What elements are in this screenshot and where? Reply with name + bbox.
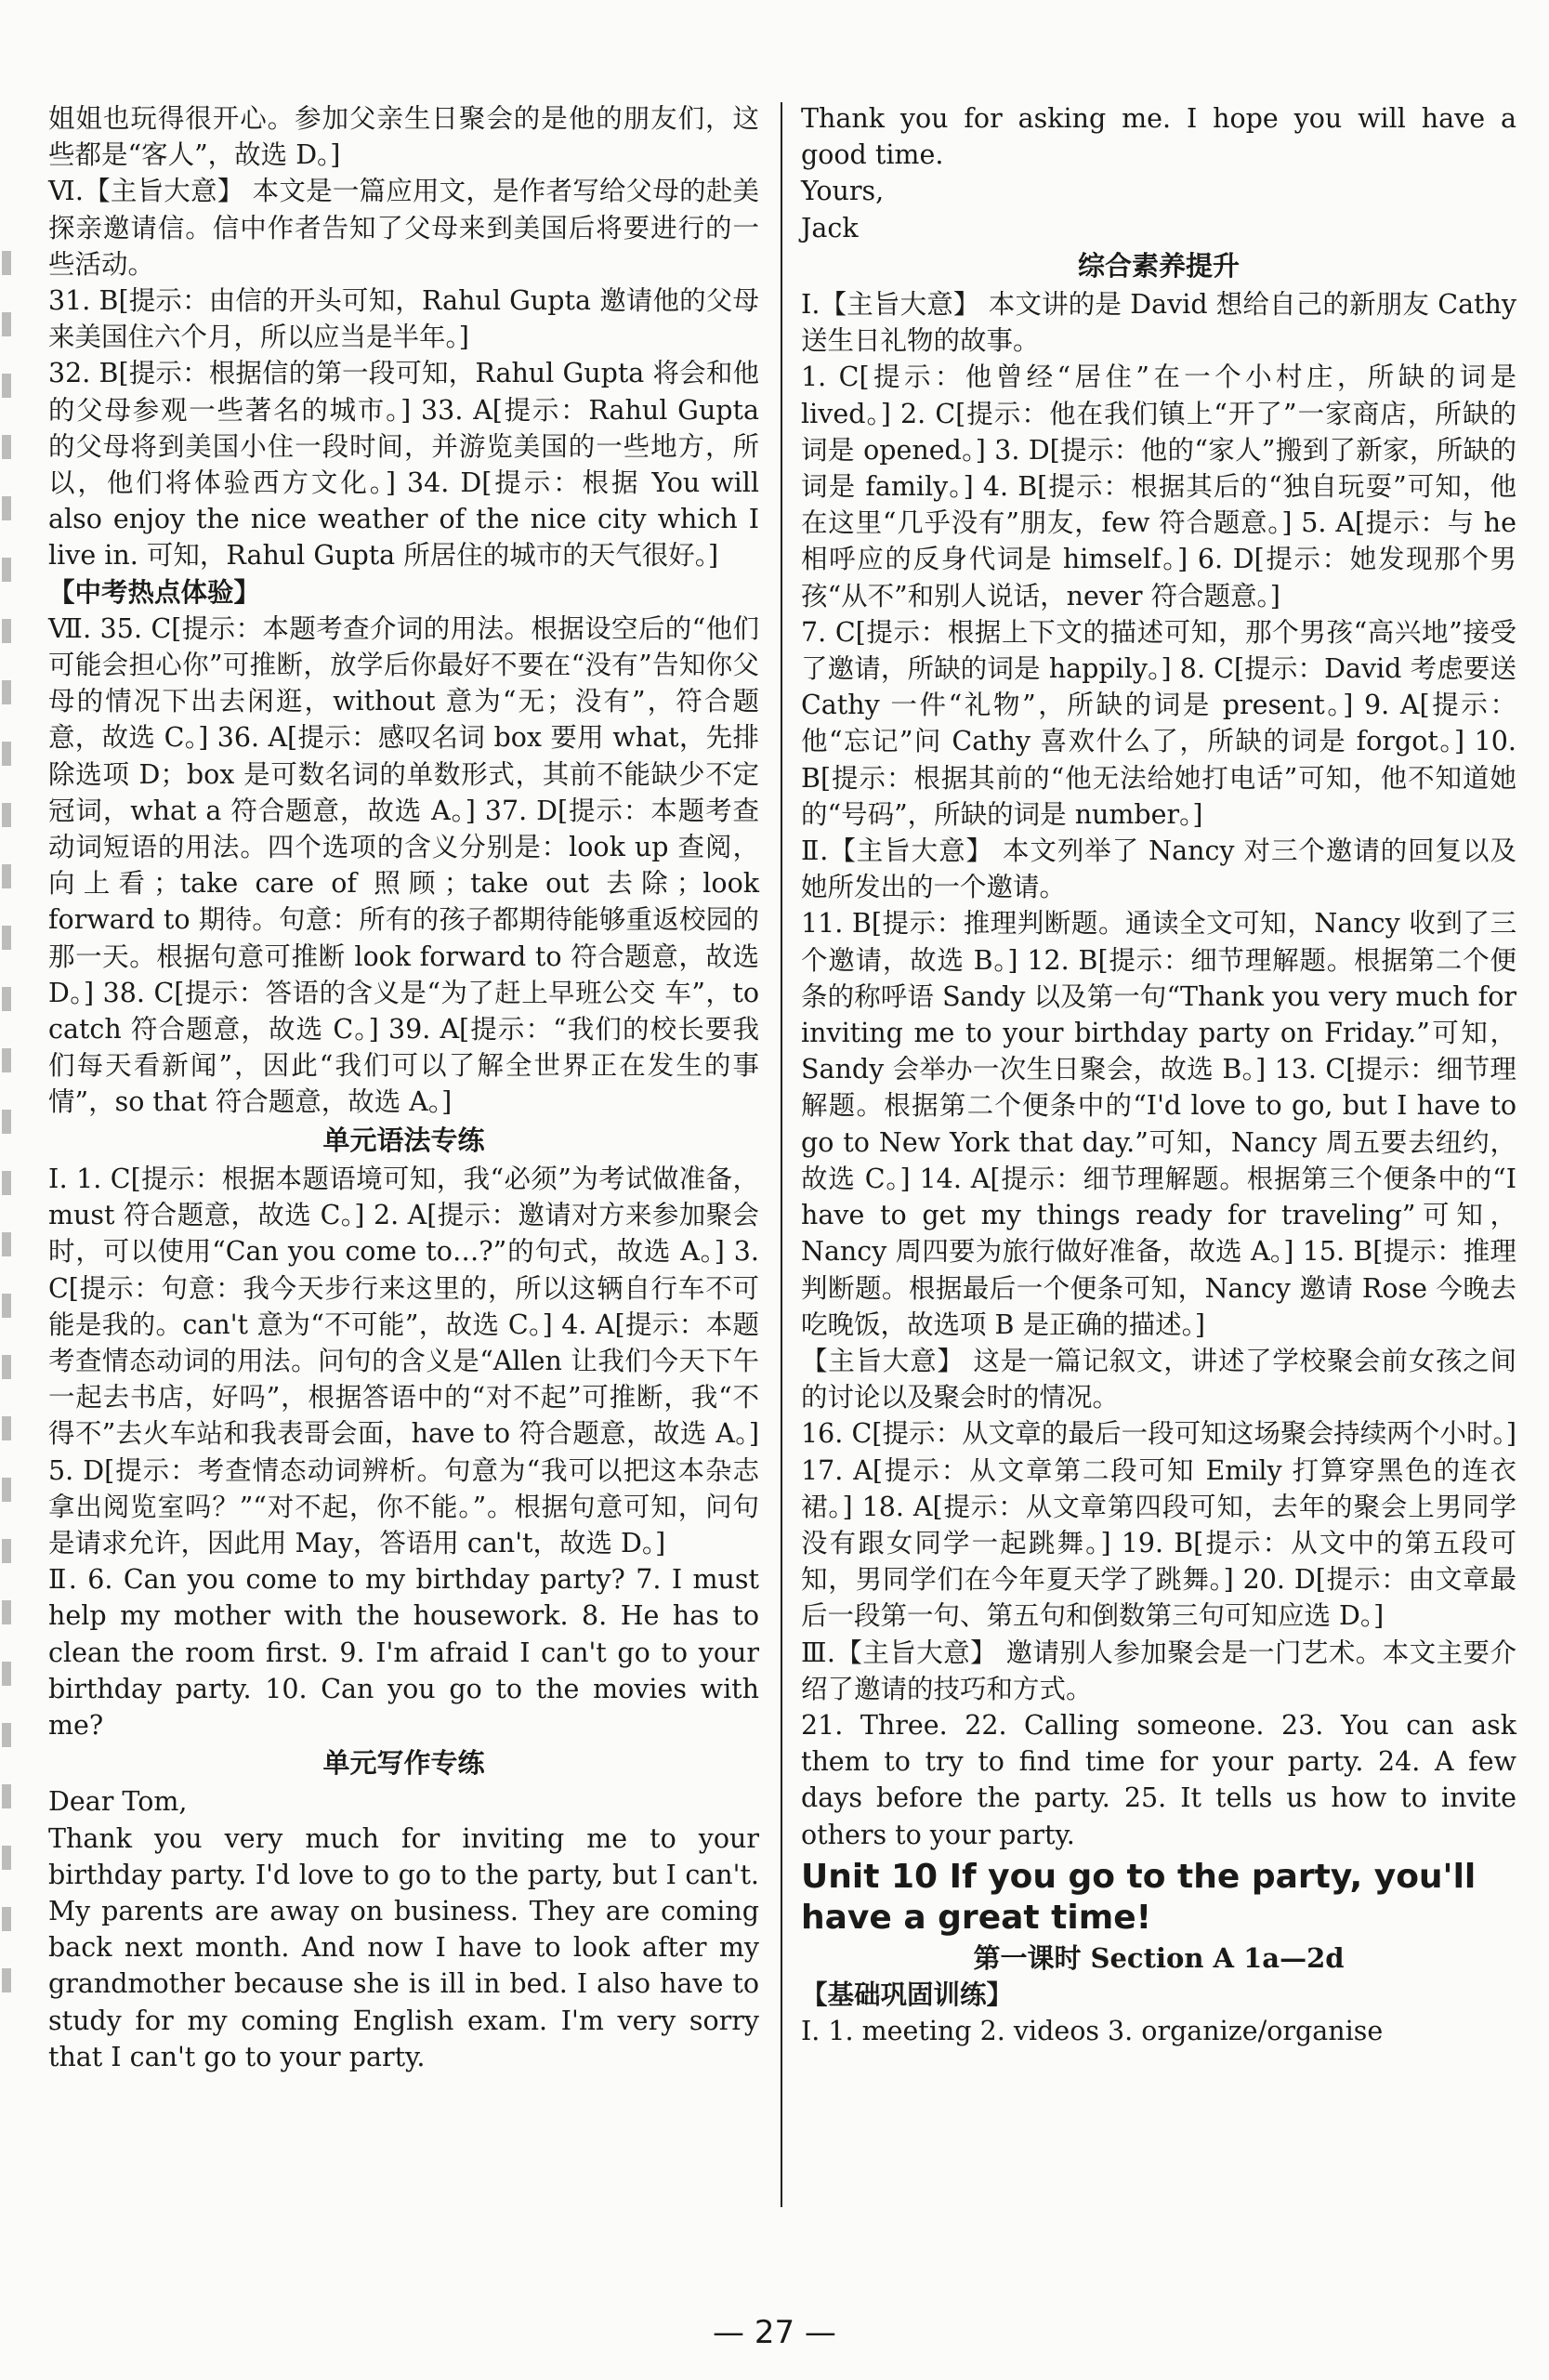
letter-closing: Yours, bbox=[801, 176, 885, 207]
text-block: 16. C[提示：从文章的最后一段可知这场聚会持续两个小时。] 17. A[提示：从文章第二段可知 Emily 打算穿黑色的连衣裙。] 18. A[提示：从文章第四段可知，去年的聚会上男同学没有跟女同学一起跳舞。] 19. B[提示：从文中的第五段可知，男同学们在今年夏天学了跳舞。] 20. D[提示：由文章最后一段第一句、第五句和倒数第三句可知应选 D。] bbox=[801, 1418, 1516, 1632]
letter-signature: Jack bbox=[801, 212, 859, 243]
text-block: 7. C[提示：根据上下文的描述可知，那个男孩“高兴地”接受了邀请，所缺的词是 happily。] 8. C[提示：David 考虑要送 Cathy 一件“礼物”，所缺的词是 present。] 9. A[提示：他“忘记”问 Cathy 喜欢什么了，所缺的词是 forgot。] 10. B[提示：根据其前的“他无法给她打电话”可知，他不知道她的“号码”，所缺的词是 number。] bbox=[801, 616, 1516, 830]
page-number: — 27 — bbox=[713, 2314, 836, 2351]
section-heading: 【中考热点体验】 bbox=[48, 576, 261, 608]
section-title: 单元语法专练 bbox=[322, 1124, 485, 1156]
text-block: Ⅱ. 6. Can you come to my birthday party? 7. I must help my mother with the housework. 8. He has to clean the room first. 9. I'm afraid I can't go to your birthday party. 10. Can you go to the movies with me? bbox=[48, 1564, 759, 1741]
text-block: Ⅰ. 1. meeting 2. videos 3. organize/organise bbox=[801, 2016, 1384, 2047]
text-block: Ⅶ. 35. C[提示：本题考查介词的用法。根据设空后的“他们可能会担心你”可推断，放学后你最好不要在“没有”告知你父母的情况下出去闲逛，without 意为“无；没有”，符合题意，故选 C。] 36. A[提示：感叹名词 box 要用 what，先排除选项 D；box 是可数名词的单数形式，其前不能缺少不定冠词，what a 符合题意，故选 A。] 37. D[提示：本题考查动词短语的用法。四个选项的含义分别是：look up 查阅，向上看；take care of 照顾；take out 去除；look forward to 期待。句意：所有的孩子都期待能够重返校园的那一天。根据句意可推断 look forward to 符合题意，故选 D。] 38. C[提示：答语的含义是“为了赶上早班公交 车”，to catch 符合题意，故选 C。] 39. A[提示：“我们的校长要我们每天看新闻”，因此“我们可以了解全世界正在发生的事情”，so that 符合题意，故选 A。] bbox=[48, 612, 759, 1118]
letter-body: Thank you very much for inviting me to your birthday party. I'd love to go to the party, but I can't. My parents are away on business. They are coming back next month. And now I have to look after my grandmother because she is ill in bed. I also have to study for my coming English exam. I'm very sorry that I can't go to your party. bbox=[48, 1822, 759, 2072]
page-edge-marks bbox=[0, 214, 17, 2165]
left-column bbox=[48, 100, 759, 2075]
text-block: 姐姐也玩得很开心。参加父亲生日聚会的是他的朋友们，这些都是“客人”，故选 D。] bbox=[48, 103, 759, 171]
unit-title: Unit 10 If you go to the party, you'll have a great time! bbox=[801, 1857, 1477, 1937]
section-heading: 【基础巩固训练】 bbox=[801, 1979, 1014, 2010]
lesson-title: 第一课时 Section A 1a—2d bbox=[973, 1941, 1345, 1974]
letter-greeting: Dear Tom, bbox=[48, 1786, 188, 1818]
text-block: 1. C[提示：他曾经“居住”在一个小村庄，所缺的词是 lived。] 2. C[提示：他在我们镇上“开了”一家商店，所缺的词是 opened。] 3. D[提示：他的“家人”搬到了新家，所缺的词是 family。] 4. B[提示：根据其后的“独自玩耍”可知，他在这里“几乎没有”朋友，few 符合题意。] 5. A[提示：与 he 相呼应的反身代词是 himself。] 6. D[提示：她发现那个男孩“从不”和别人说话，never 符合题意。] bbox=[801, 362, 1516, 611]
section-title: 单元写作专练 bbox=[322, 1747, 485, 1780]
column-divider bbox=[781, 102, 782, 2207]
text-block: Ⅲ.【主旨大意】 邀请别人参加聚会是一门艺术。本文主要介绍了邀请的技巧和方式。 bbox=[801, 1637, 1516, 1704]
text-block: 21. Three. 22. Calling someone. 23. You can ask them to try to find time for your party. 24. A few days before the party. 25. It tells us how to invite others to your party. bbox=[801, 1709, 1516, 1850]
section-title: 综合素养提升 bbox=[1077, 249, 1240, 282]
text-block: Ⅰ.【主旨大意】 本文讲的是 David 想给自己的新朋友 Cathy 送生日礼物的故事。 bbox=[801, 289, 1516, 357]
text-block: Ⅱ.【主旨大意】 本文列举了 Nancy 对三个邀请的回复以及她所发出的一个邀请。 bbox=[801, 835, 1516, 903]
text-block: 【主旨大意】 这是一篇记叙文，讲述了学校聚会前女孩之间的讨论以及聚会时的情况。 bbox=[801, 1345, 1516, 1414]
text-block: Ⅵ.【主旨大意】 本文是一篇应用文，是作者写给父母的赴美探亲邀请信。信中作者告知了父母来到美国后将要进行的一些活动。 bbox=[48, 176, 759, 280]
letter-body: Thank you for asking me. I hope you will have a good time. bbox=[801, 103, 1516, 171]
text-block: 32. B[提示：根据信的第一段可知，Rahul Gupta 将会和他的父母参观一些著名的城市。] 33. A[提示：Rahul Gupta 的父母将到美国小住一段时间，并游览美国的一些地方，所以，他们将体验西方文化。] 34. D[提示：根据 You will also enjoy the nice weather of the nice city which I live in. 可知，Rahul Gupta 所居住的城市的天气很好。] bbox=[48, 358, 759, 572]
text-block: Ⅰ. 1. C[提示：根据本题语境可知，我“必须”为考试做准备，must 符合题意，故选 C。] 2. A[提示：邀请对方来参加聚会时，可以使用“Can you come to…?”的句式，故选 A。] 3. C[提示：句意：我今天步行来这里的，所以这辆自行车不可能是我的。can't 意为“不可能”，故选 C。] 4. A[提示：本题考查情态动词的用法。问句的含义是“Allen 让我们今天下午一起去书店，好吗”，根据答语中的“对不起”可推断，我“不得不”去火车站和我表哥会面，have to 符合题意，故选 A。] 5. D[提示：考查情态动词辨析。句意为“我可以把这本杂志拿出阅览室吗？”“对不起，你不能。”。根据句意可知，问句是请求允许，因此用 May，答语用 can't，故选 D。] bbox=[48, 1163, 759, 1558]
text-block: 31. B[提示：由信的开头可知，Rahul Gupta 邀请他的父母来美国住六个月，所以应当是半年。] bbox=[48, 285, 759, 353]
text-block: 11. B[提示：推理判断题。通读全文可知，Nancy 收到了三个邀请，故选 B。] 12. B[提示：细节理解题。根据第二个便条的称呼语 Sandy 以及第一句“Thank you very much for inviting me to your birthday party on Friday.”可知，Sandy 会举办一次生日聚会，故选 B。] 13. C[提示：细节理解题。根据第二个便条中的“I'd love to go, but I have to go to New York that day.”可知，Nancy 周五要去纽约，故选 C。] 14. A[提示：细节理解题。根据第三个便条中的“I have to get my things ready for traveling”可知，Nancy 周四要为旅行做好准备，故选 A。] 15. B[提示：推理判断题。根据最后一个便条可知，Nancy 邀请 Rose 今晚去吃晚饭，故选项 B 是正确的描述。] bbox=[801, 908, 1516, 1340]
right-column bbox=[801, 100, 1516, 2049]
